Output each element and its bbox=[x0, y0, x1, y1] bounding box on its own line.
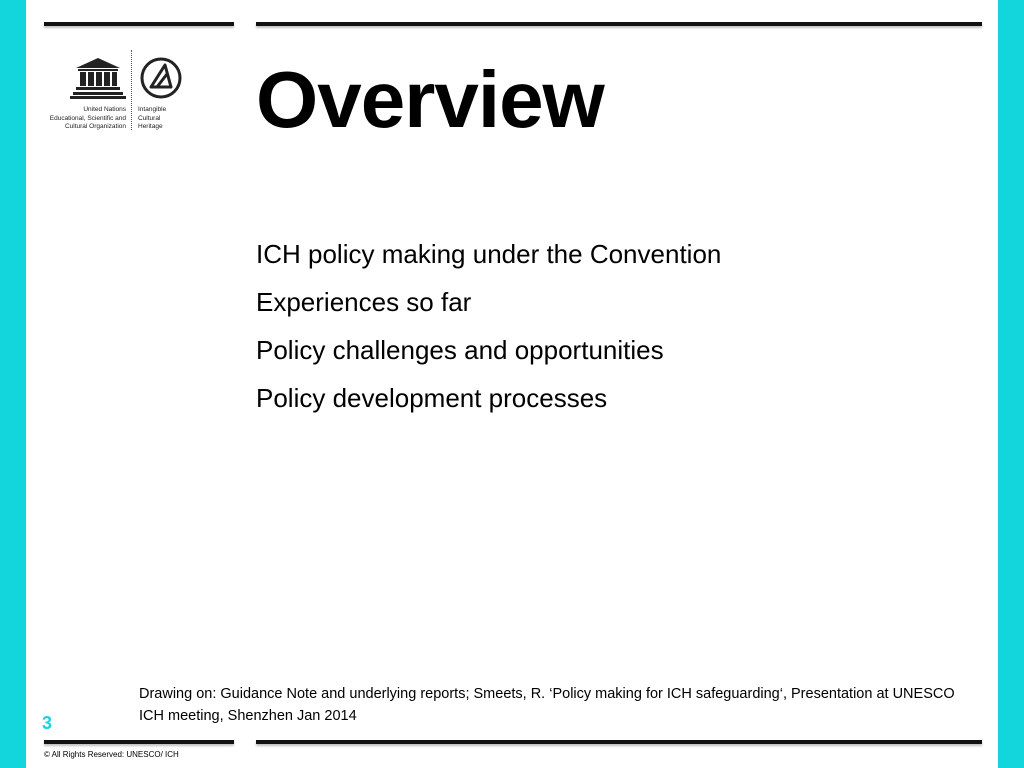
left-accent-bar bbox=[0, 0, 26, 768]
source-footnote: Drawing on: Guidance Note and underlying reports; Smeets, R. ‘Policy making for ICH safeguarding‘, Presentation at UNESCO ICH meeting, Shenzhen Jan 2014 bbox=[139, 686, 955, 724]
right-accent-bar bbox=[998, 0, 1024, 768]
bottom-left-rule bbox=[44, 740, 234, 744]
unesco-ich-logo bbox=[44, 48, 194, 132]
ich-emblem-icon bbox=[139, 56, 183, 100]
unesco-temple-icon bbox=[68, 48, 128, 104]
page-number: 3 bbox=[42, 713, 53, 733]
bullet-list bbox=[256, 230, 721, 422]
top-left-rule bbox=[44, 22, 234, 26]
list-item: Policy challenges and opportunities bbox=[256, 335, 664, 365]
logo-org-text: United Nations Educational, Scientific and Cultural Organization bbox=[49, 106, 126, 130]
list-item: ICH policy making under the Convention bbox=[256, 239, 722, 269]
bottom-right-rule bbox=[256, 740, 982, 744]
slide-title: Overview bbox=[256, 55, 604, 144]
list-item: Policy development processes bbox=[256, 383, 608, 413]
list-item: Experiences so far bbox=[256, 287, 472, 317]
copyright-notice: © All Rights Reserved: UNESCO/ ICH bbox=[44, 750, 179, 759]
logo-divider bbox=[131, 50, 133, 130]
logo-ich-text: Intangible Cultural Heritage bbox=[138, 106, 167, 130]
top-right-rule bbox=[256, 22, 982, 26]
